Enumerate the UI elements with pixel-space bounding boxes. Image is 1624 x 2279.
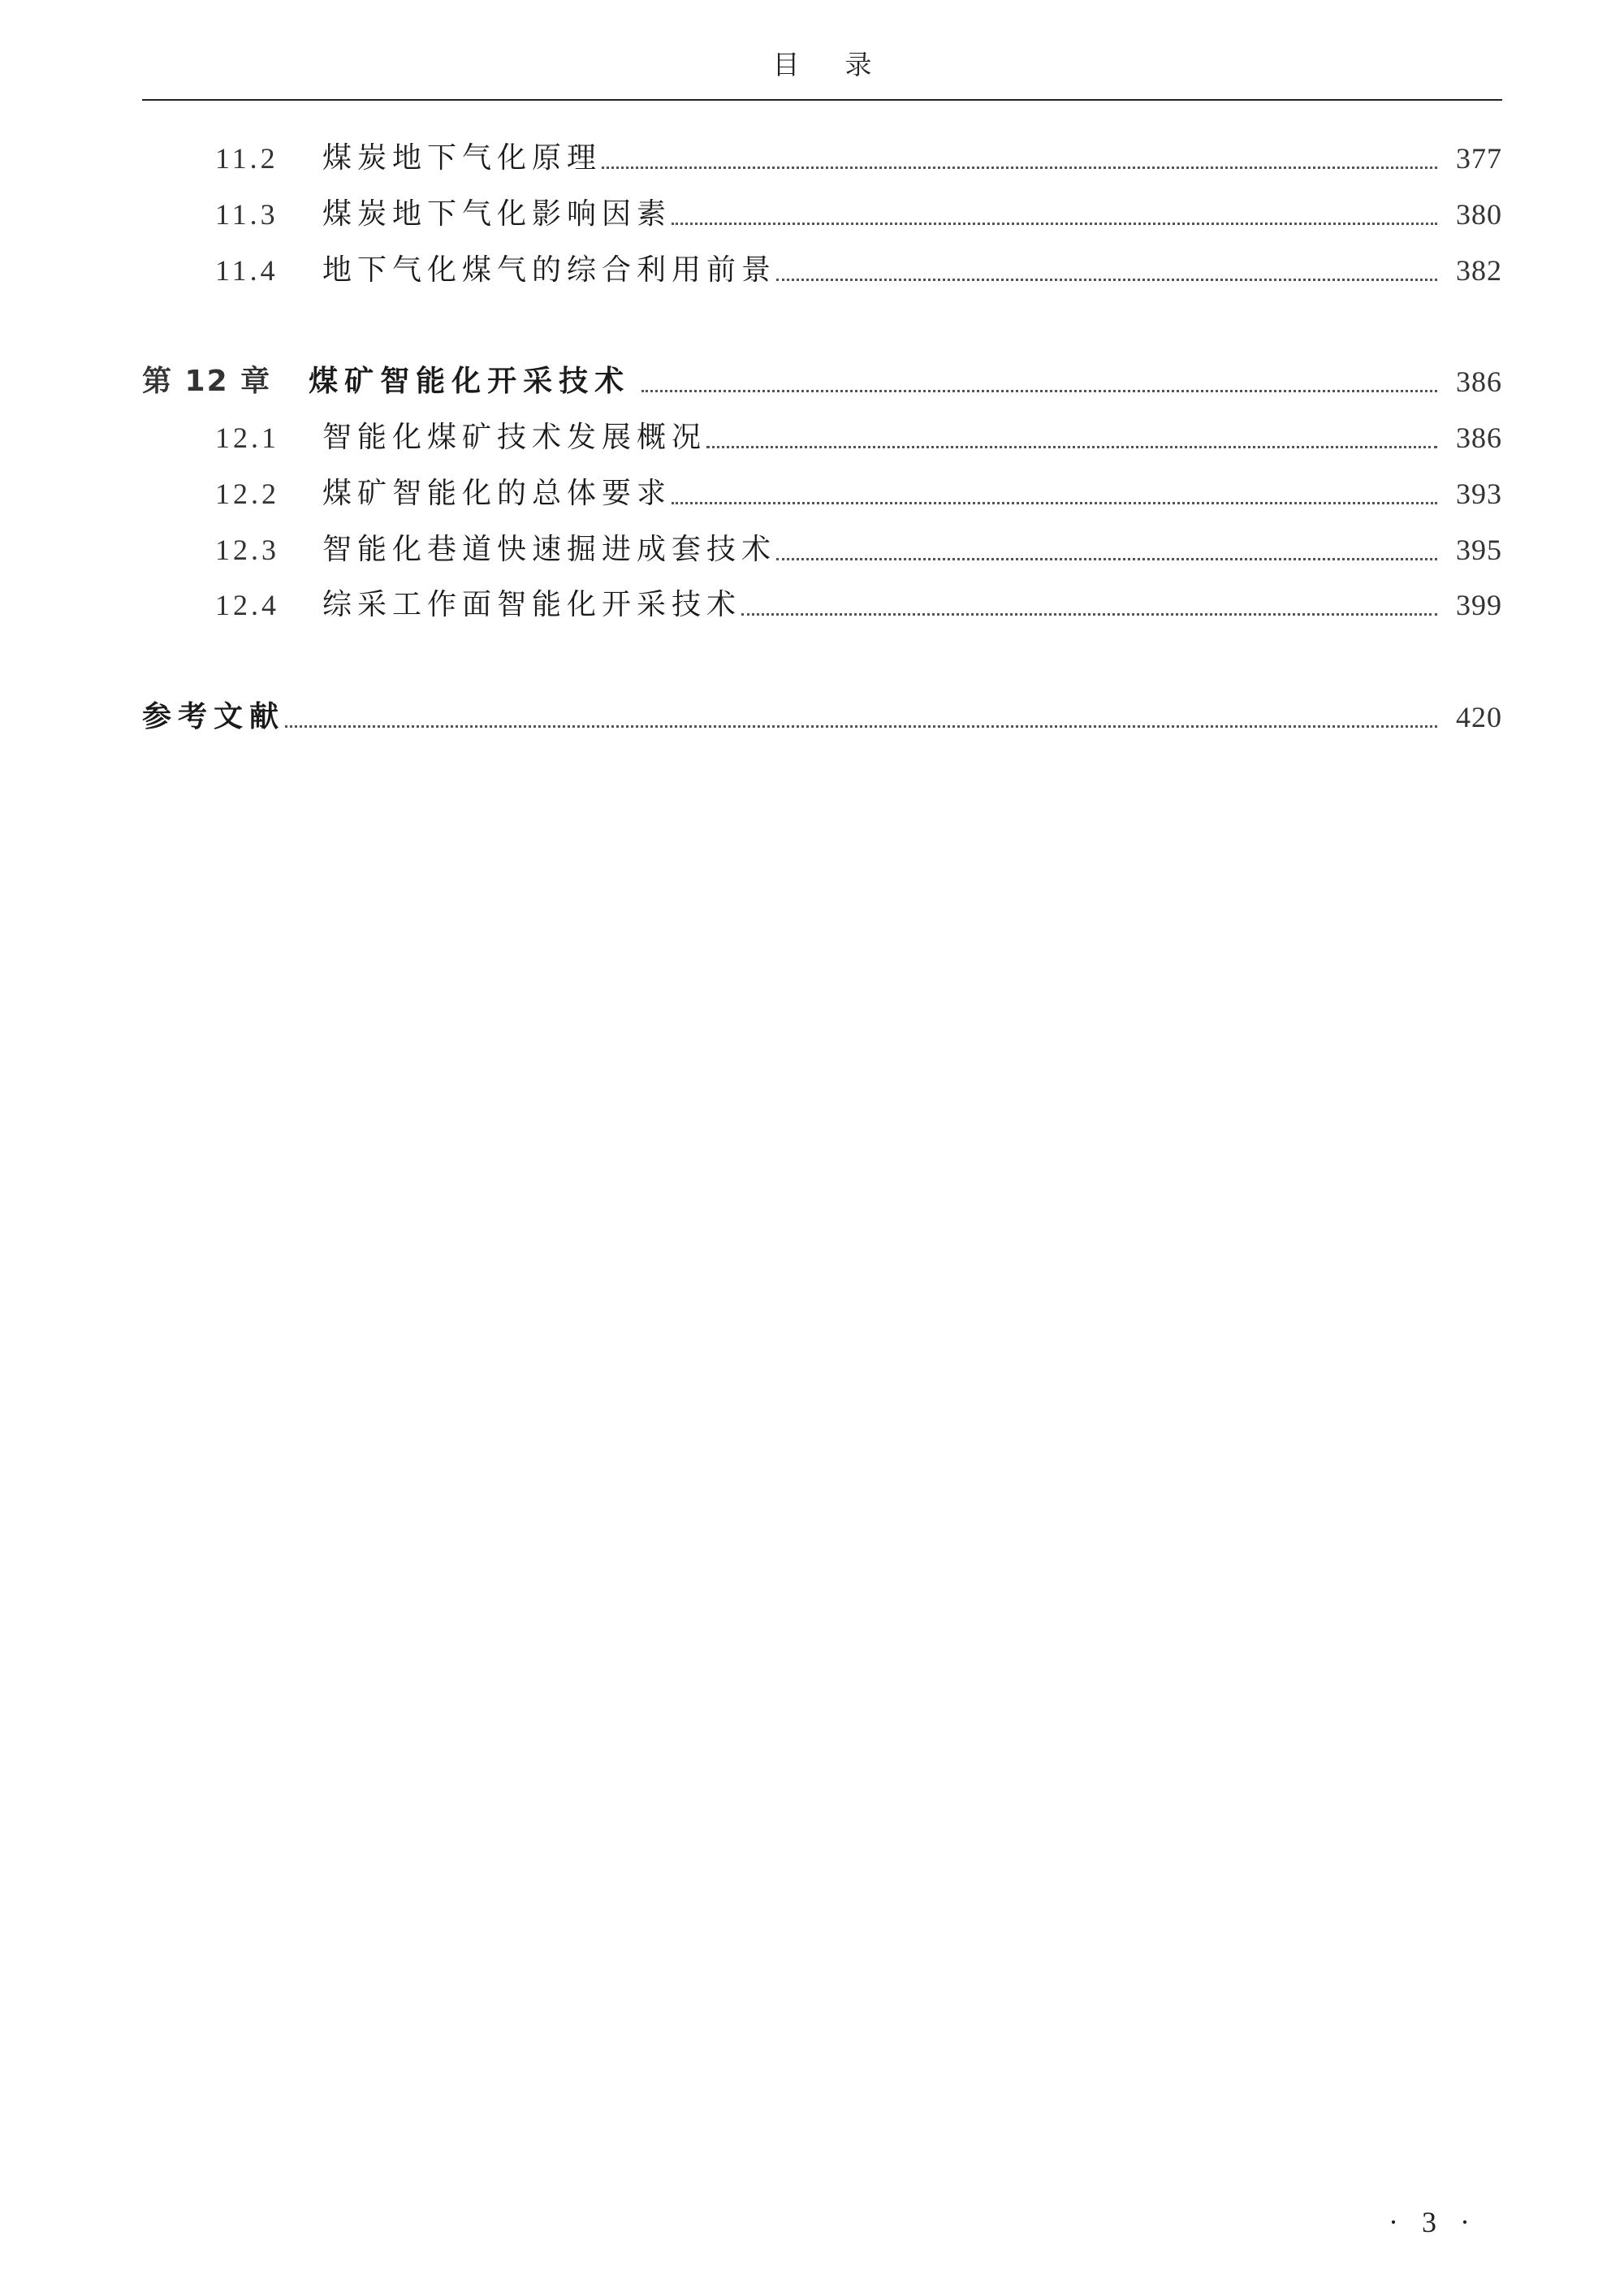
chapter-title: 煤矿智能化开采技术 xyxy=(309,365,631,398)
toc-entry[interactable] xyxy=(142,583,1502,624)
toc-entry-title: 煤炭地下气化影响因素 xyxy=(322,197,672,231)
running-head: 目录 xyxy=(772,49,918,80)
toc-entry[interactable] xyxy=(142,136,1502,177)
toc-entry-title: 煤矿智能化的总体要求 xyxy=(322,477,672,510)
dot-leader xyxy=(641,390,1437,392)
toc-entry-number: 11.4 xyxy=(215,254,279,287)
chapter-number: 第 12 章 xyxy=(142,365,272,398)
references-title: 参考文献 xyxy=(142,700,286,733)
dot-leader xyxy=(741,613,1437,616)
toc-entry-number: 12.1 xyxy=(215,422,279,454)
toc-entry-page: 380 xyxy=(1456,198,1502,231)
dot-leader xyxy=(672,502,1437,504)
dot-leader xyxy=(602,166,1437,169)
page-number: · 3 · xyxy=(1389,2206,1478,2238)
toc-entry-number: 12.2 xyxy=(215,478,279,510)
toc-entry-number: 11.3 xyxy=(215,198,279,231)
dot-leader xyxy=(776,558,1437,560)
toc-entry[interactable] xyxy=(142,528,1502,569)
toc-entry-page: 399 xyxy=(1456,589,1502,621)
toc-entry-page: 420 xyxy=(1456,701,1502,733)
toc-entry-number: 12.3 xyxy=(215,534,279,566)
toc-entry-title: 煤炭地下气化原理 xyxy=(322,141,603,175)
toc-entry-title: 地下气化煤气的综合利用前景 xyxy=(322,253,777,287)
toc-entry-title: 智能化煤矿技术发展概况 xyxy=(322,421,707,454)
dot-leader xyxy=(776,279,1437,281)
toc-entry[interactable] xyxy=(142,416,1502,456)
toc-entry-title: 智能化巷道快速掘进成套技术 xyxy=(322,533,777,566)
toc-entry-number: 11.2 xyxy=(215,142,279,175)
dot-leader xyxy=(706,446,1437,448)
toc-entry-page: 393 xyxy=(1456,478,1502,510)
dot-leader xyxy=(672,223,1437,225)
toc-chapter-entry[interactable] xyxy=(142,360,1502,400)
toc-entry-title: 综采工作面智能化开采技术 xyxy=(322,588,742,621)
dot-leader xyxy=(285,725,1437,728)
toc-entry-page: 386 xyxy=(1456,365,1502,398)
toc-entry[interactable] xyxy=(142,472,1502,512)
header-rule xyxy=(142,99,1502,101)
toc-entry-number: 12.4 xyxy=(215,589,279,621)
toc-entry-page: 395 xyxy=(1456,534,1502,566)
toc-entry[interactable] xyxy=(142,192,1502,233)
toc-entry-page: 377 xyxy=(1456,142,1502,175)
toc-entry-page: 386 xyxy=(1456,422,1502,454)
toc-entry-page: 382 xyxy=(1456,254,1502,287)
toc-entry[interactable] xyxy=(142,249,1502,289)
toc-references-entry[interactable] xyxy=(142,695,1502,736)
